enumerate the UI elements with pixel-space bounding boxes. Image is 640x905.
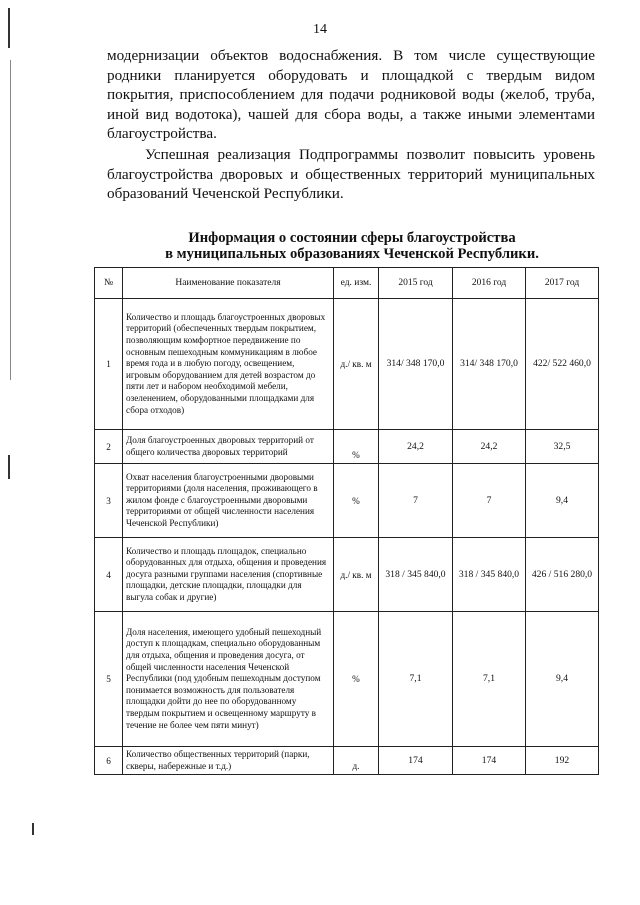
- table-title-line-2: в муниципальных образованиях Чеченской Республики.: [165, 246, 539, 262]
- paragraph-2: Успешная реализация Подпрограммы позволит повысить уровень благоустройства дворовых и общественных территорий муниципальных образований Чеченской Республики.: [107, 146, 595, 203]
- table-row: [95, 464, 599, 538]
- row-name: Доля благоустроенных дворовых территорий от общего количества дворовых территорий: [123, 430, 334, 464]
- row-value-2015: 174: [379, 747, 453, 775]
- row-num: 6: [95, 747, 123, 775]
- row-value-2015: 318 / 345 840,0: [379, 538, 453, 612]
- row-value-2017: 426 / 516 280,0: [526, 538, 599, 612]
- row-value-2017: 9,4: [526, 612, 599, 747]
- row-num: 5: [95, 612, 123, 747]
- row-value-2017: 9,4: [526, 464, 599, 538]
- scan-edge-mark: [32, 823, 34, 835]
- row-num: 3: [95, 464, 123, 538]
- row-value-2017: 32,5: [526, 430, 599, 464]
- table-row: [95, 430, 599, 464]
- row-value-2016: 174: [453, 747, 526, 775]
- row-num: 4: [95, 538, 123, 612]
- row-unit: %: [334, 464, 379, 538]
- row-value-2015: 314/ 348 170,0: [379, 299, 453, 430]
- header-name: Наименование показателя: [123, 268, 334, 299]
- scan-edge-mark: [8, 455, 10, 479]
- page-number: 14: [313, 22, 327, 37]
- row-num: 2: [95, 430, 123, 464]
- indicators-table: [94, 267, 599, 775]
- row-value-2015: 24,2: [379, 430, 453, 464]
- row-name: Количество и площадь площадок, специально оборудованных для отдыха, общения и проведения досуга разными группами населения (спортивные площадки, детские площадки, площадки для выгула собак и другие): [123, 538, 334, 612]
- row-value-2017: 192: [526, 747, 599, 775]
- row-value-2016: 24,2: [453, 430, 526, 464]
- header-num: №: [95, 268, 123, 299]
- row-name: Количество и площадь благоустроенных дворовых территорий (обеспеченных твердым покрытием, позволяющим комфортное передвижение по основным пешеходным коммуникациям в любое время года и в любую погоду, освещением, игровым оборудованием для детей возрастом до пяти лет и набором необходимой мебели, озеленением, оборудованными площадками для сбора отходов): [123, 299, 334, 430]
- row-value-2017: 422/ 522 460,0: [526, 299, 599, 430]
- row-value-2016: 314/ 348 170,0: [453, 299, 526, 430]
- table-title: [107, 230, 597, 262]
- row-num: 1: [95, 299, 123, 430]
- scan-edge-mark: [10, 60, 11, 380]
- table-row: [95, 299, 599, 430]
- row-value-2016: 7,1: [453, 612, 526, 747]
- table-title-line-1: Информация о состоянии сферы благоустройства: [188, 230, 516, 246]
- row-unit: д./ кв. м: [334, 299, 379, 430]
- header-2016: 2016 год: [453, 268, 526, 299]
- table-row: [95, 612, 599, 747]
- row-value-2016: 318 / 345 840,0: [453, 538, 526, 612]
- header-unit: ед. изм.: [334, 268, 379, 299]
- table-header-row: [95, 268, 599, 299]
- row-value-2015: 7,1: [379, 612, 453, 747]
- row-unit: д./ кв. м: [334, 538, 379, 612]
- row-unit: д.: [334, 747, 379, 775]
- table-row: [95, 747, 599, 775]
- header-2015: 2015 год: [379, 268, 453, 299]
- row-name: Количество общественных территорий (парки, скверы, набережные и т.д.): [123, 747, 334, 775]
- row-name: Охват населения благоустроенными дворовыми территориями (доля населения, проживающего в жилом фонде с благоустроенными дворовыми территориями от общей численности населения Чеченской Республики): [123, 464, 334, 538]
- header-2017: 2017 год: [526, 268, 599, 299]
- table-row: [95, 538, 599, 612]
- row-unit: %: [334, 430, 379, 464]
- row-unit: %: [334, 612, 379, 747]
- paragraph-1: модернизации объектов водоснабжения. В том числе существующие родники планируется оборудовать и площадкой с твердым видом покрытия, приспособлением для подачи родниковой воды (желоб, труба, иной вид водотока), чашей для сбора воды, а также иными элементами благоустройства.: [107, 47, 595, 143]
- row-name: Доля населения, имеющего удобный пешеходный доступ к площадкам, специально оборудованным для отдыха, общения и проведения досуга, от общей численности населения Чеченской Республики (под удобным пешеходным доступом понимается возможность для пользователя площадки дойти до нее по оборудованному твердым покрытием и освещенному маршруту в течение не более чем пяти минут): [123, 612, 334, 747]
- row-value-2016: 7: [453, 464, 526, 538]
- row-value-2015: 7: [379, 464, 453, 538]
